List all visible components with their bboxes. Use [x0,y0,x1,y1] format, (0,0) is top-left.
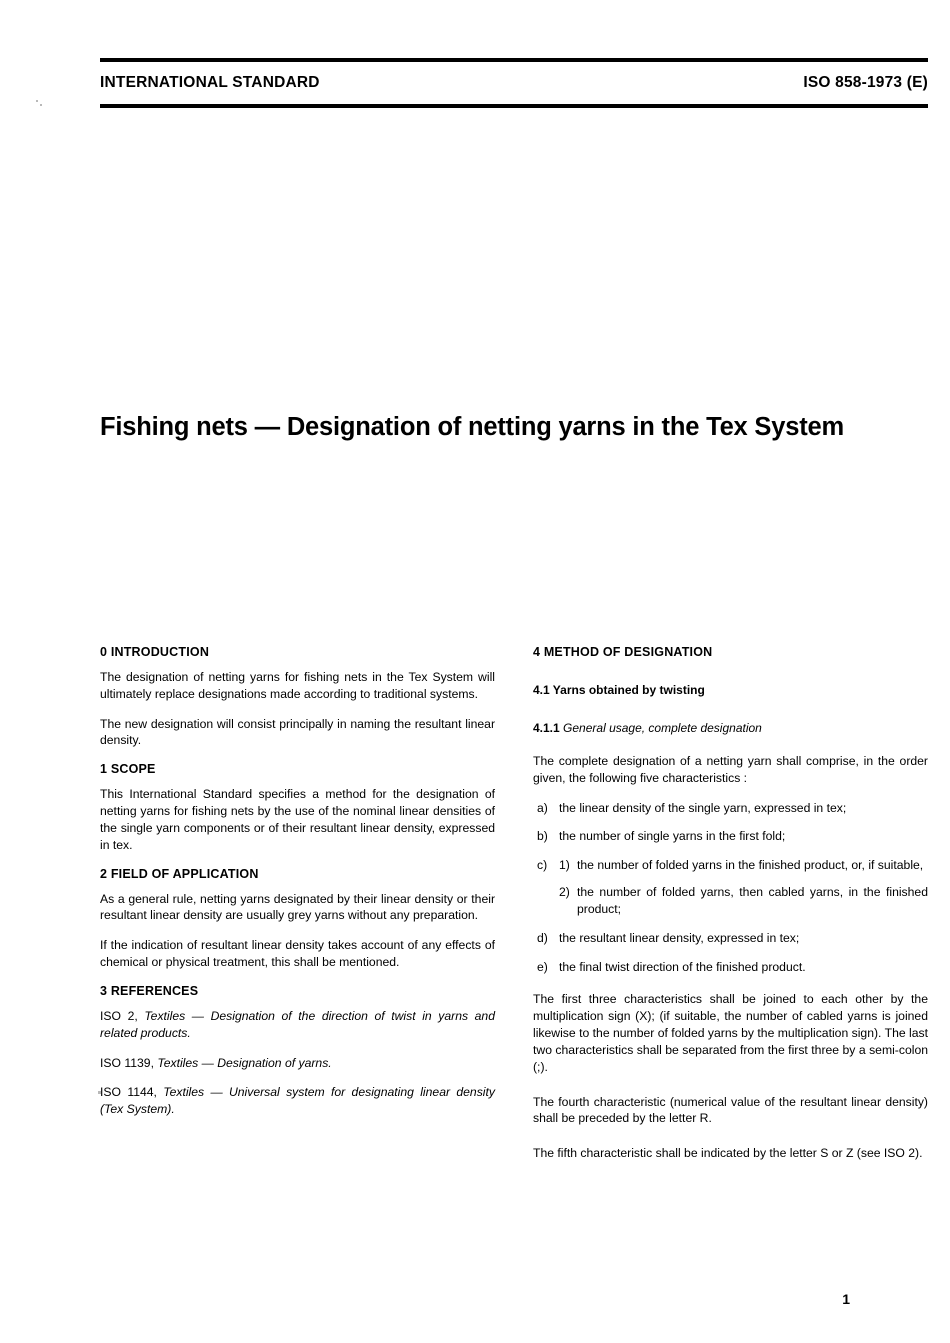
list-marker: b) [537,829,548,844]
paragraph: If the indication of resultant linear density takes account of any effects of chemical or physical treatment, this shall be mentioned. [100,938,495,970]
reference-title: Textiles — Universal system for designating linear density (Tex System). [100,1085,495,1117]
subsection-heading-yarns-obtained-by-twisting: 4.1 Yarns obtained by twisting [533,683,705,697]
list-submarker: 2) [559,885,570,900]
list-subitem-text: the number of folded yarns in the finished product, or, if suitable, [577,858,924,873]
reference-item [100,1055,495,1072]
list-item [533,930,928,947]
list-marker: c) [537,858,548,873]
header-standard-label: INTERNATIONAL STANDARD [100,74,320,91]
list-marker: e) [537,959,548,974]
reference-number: ISO 2, [100,1008,145,1023]
paragraph: The first three characteristics shall be joined to each other by the multiplication sign (X); (if suitable, the number of cabled yarns is joined likewise to the number of folded yarns by the multiplication sign). The last two characteristics shall be separated from the first three by a semi-colon (;). [533,992,928,1074]
paragraph: The complete designation of a netting yarn shall comprise, in the order given, the following five characteristics : [533,754,928,785]
paragraph: The designation of netting yarns for fishing nets in the Tex System will ultimately replace designations made according to traditional systems. [100,670,495,701]
reference-title: Textiles — Designation of yarns. [157,1055,332,1070]
right-column [533,645,928,1162]
header-row [100,62,928,104]
document-header [100,58,928,108]
section-heading-references: 3 REFERENCES [100,983,199,998]
section-heading-scope: 1 SCOPE [100,762,156,777]
list-submarker: 1) [559,858,570,873]
scan-artifact [40,104,42,106]
list-subitem [559,884,928,918]
subsubsection-heading-general-usage [533,721,928,735]
subsubsection-number: 4.1.1 [533,721,560,735]
paragraph: This International Standard specifies a method for the designation of netting yarns for fishing nets by the use of the nominal linear densities of the single yarn components or of their resultant linear density, expressed in tex. [100,787,495,852]
page-number: 1 [842,1291,850,1307]
reference-item [100,1084,495,1118]
list-item-text: the resultant linear density, expressed in tex; [559,930,800,945]
characteristics-list [533,800,928,976]
reference-title: Textiles — Designation of the direction of twist in yarns and related products. [100,1008,495,1040]
page-title: Fishing nets — Designation of netting yarns in the Tex System [100,413,844,441]
scan-artifact [36,100,38,102]
paragraph: The new designation will consist principally in naming the resultant linear density. [100,716,495,748]
section-heading-field-of-application: 2 FIELD OF APPLICATION [100,866,259,881]
left-column [100,645,495,1162]
list-item [533,828,928,845]
header-rule-bottom [100,104,928,108]
list-subitem-text: the number of folded yarns, then cabled yarns, in the finished product; [577,885,928,916]
section-heading-introduction: 0 INTRODUCTION [100,645,210,659]
paragraph: As a general rule, netting yarns designated by their linear density or their resultant linear density are usually grey yarns without any preparation. [100,891,495,923]
subsubsection-title: General usage, complete designation [563,721,762,735]
paragraph: The fifth characteristic shall be indicated by the letter S or Z (see ISO 2). [533,1146,923,1161]
body-columns [100,645,928,1162]
list-marker: a) [537,800,548,815]
list-subitem [559,857,928,874]
list-marker: d) [537,930,548,945]
list-item [533,959,928,976]
section-heading-method-of-designation: 4 METHOD OF DESIGNATION [533,645,713,659]
list-item [533,857,928,917]
list-item-text: the final twist direction of the finished product. [559,959,806,974]
reference-item [100,1008,495,1042]
list-item-text: the linear density of the single yarn, expressed in tex; [559,800,847,815]
reference-number: ISO 1139, [100,1055,158,1070]
paragraph: The fourth characteristic (numerical value of the resultant linear density) shall be preceded by the letter R. [533,1094,928,1126]
header-standard-number: ISO 858-1973 (E) [803,74,928,91]
list-item [533,800,928,817]
reference-number: ISO 1144, [100,1085,164,1100]
list-item-text: the number of single yarns in the first fold; [559,829,786,844]
